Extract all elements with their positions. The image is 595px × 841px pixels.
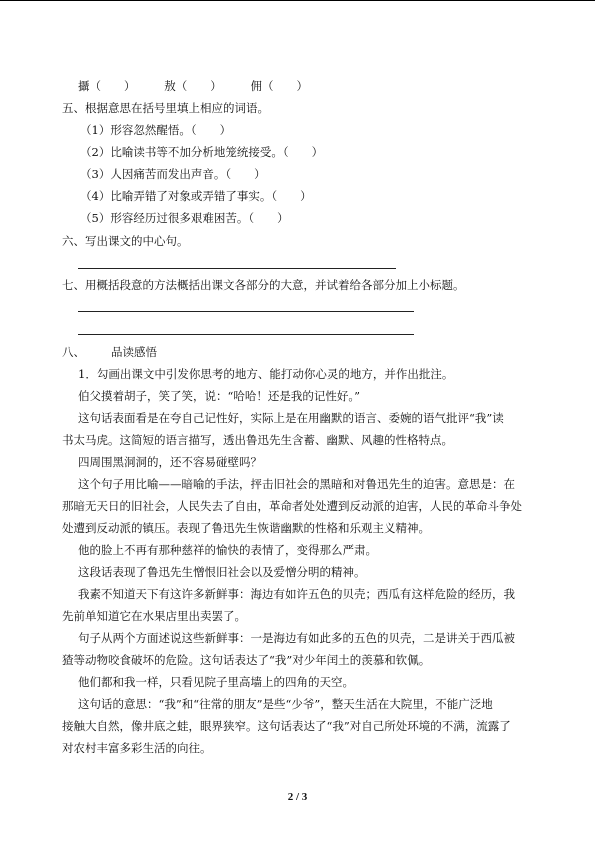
quote-sentence: 先前单知道它在水果店里出卖罢了。 [62,609,246,623]
quote-sentence: 伯父摸着胡子，笑了笑，说：“哈哈！还是我的记性好。” [78,389,361,403]
quote-sentence: 他们都和我一样，只看见院子里高墙上的四角的天空。 [78,675,354,689]
section-6-heading: 六、写出课文的中心句。 [62,234,189,248]
analysis-text: 接触大自然，像井底之蛙，眼界狭窄。这句话表达了“我”对自己所处环境的不满，流露了 [62,719,511,733]
analysis-text: 这段话表现了鲁迅先生憎恨旧社会以及爱憎分明的精神。 [78,565,366,579]
section-5-item-3: （3）人因痛苦而发出声音。（ ） [80,167,266,181]
section-5-item-4: （4）比喻弄错了对象或弄错了事实。（ ） [80,189,312,203]
section-5-item-1: （1）形容忽然醒悟。（ ） [80,123,232,137]
answer-line [78,334,414,335]
page-number: 2 / 3 [287,791,308,803]
section-8-number: 八、 [62,345,85,359]
section-8-heading [62,345,157,360]
answer-line [78,268,396,269]
analysis-text: 这句话表面看是在夸自己记性好，实际上是在用幽默的语言、委婉的语气批评“我”读 [78,411,504,425]
analysis-text: 这句话的意思：“我”和“往常的朋友”是些“少爷”，整天生活在大院里，不能广泛地 [78,697,493,711]
quote-sentence: 四周围黑洞洞的，还不容易碰壁吗？ [78,455,262,469]
character-blanks-line: 攝（ ） 敖（ ） 佣（ ） [78,79,308,93]
section-5-item-2: （2）比喻读书等不加分析地笼统接受。（ ） [80,145,324,159]
analysis-text: 书太马虎。这简短的语言描写，透出鲁迅先生含蓄、幽默、风趣的性格特点。 [62,433,453,447]
analysis-text: 句子从两个方面述说这些新鲜事：一是海边有如此多的五色的贝壳，二是讲关于西瓜被 [78,631,515,645]
analysis-text: 处遭到反动派的镇压。表现了鲁迅先生恢谐幽默的性格和乐观主义精神。 [62,521,430,535]
section-5-item-5: （5）形容经历过很多艰难困苦。（ ） [80,211,289,225]
section-7-heading: 七、用概括段意的方法概括出课文各部分的大意，并试着给各部分加上小标题。 [62,278,465,292]
answer-line [78,311,414,312]
analysis-text: 对农村丰富多彩生活的向往。 [62,741,212,755]
analysis-text: 猹等动物咬食破坏的危险。这句话表达了“我”对少年闰土的羡慕和钦佩。 [62,653,431,667]
section-8-instruction: 1．勾画出课文中引发你思考的地方、能打动你心灵的地方，并作出批注。 [78,367,454,381]
analysis-text: 这个句子用比喻——暗喻的手法，抨击旧社会的黑暗和对鲁迅先生的迫害。意思是：在 [78,477,515,491]
quote-sentence: 他的脸上不再有那种慈祥的愉快的表情了，变得那么严肃。 [78,543,377,557]
section-5-heading: 五、根据意思在括号里填上相应的词语。 [62,101,269,115]
section-8-title: 品读感悟 [111,345,157,359]
page-top-border [0,0,595,1]
quote-sentence: 我素不知道天下有这许多新鲜事：海边有如许五色的贝壳；西瓜有这样危险的经历，我 [78,587,515,601]
analysis-text: 那暗无天日的旧社会，人民失去了自由，革命者处处遭到反动派的迫害，人民的革命斗争处 [62,499,522,513]
